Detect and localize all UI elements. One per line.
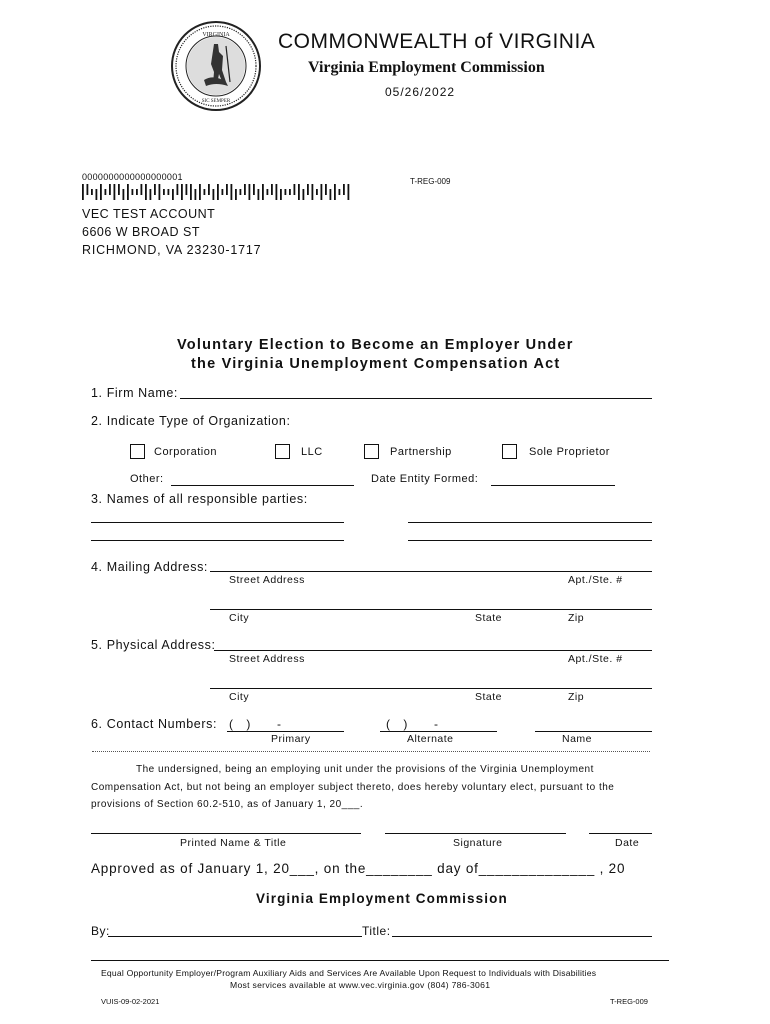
statement-line2: Compensation Act, but not being an employer subject thereto, does hereby voluntary elect, pursuant to the <box>91 782 615 793</box>
date-formed-field[interactable] <box>491 485 615 486</box>
mailing-apt-label: Apt./Ste. # <box>568 574 623 586</box>
by-label: By: <box>91 924 110 938</box>
party-field-4[interactable] <box>408 540 652 541</box>
checkbox-sole-proprietor[interactable] <box>502 444 517 459</box>
commission-heading: Virginia Employment Commission <box>256 891 508 906</box>
svg-text:SIC SEMPER: SIC SEMPER <box>201 99 231 104</box>
title-label: Title: <box>362 924 391 938</box>
other-field[interactable] <box>171 485 354 486</box>
form-id-top: T-REG-009 <box>410 177 451 186</box>
party-field-2[interactable] <box>408 522 652 523</box>
physical-zip-label: Zip <box>568 691 585 703</box>
primary-phone-mask: ( ) - <box>229 717 281 731</box>
by-field[interactable] <box>108 936 362 937</box>
parties-label: 3. Names of all responsible parties: <box>91 492 308 506</box>
form-code: VUIS-09-02-2021 <box>101 997 160 1006</box>
mailing-state-label: State <box>475 612 503 624</box>
contact-name-field[interactable] <box>535 731 652 732</box>
signature-field[interactable] <box>385 833 566 834</box>
form-title-line1: Voluntary Election to Become an Employer Under <box>177 337 574 353</box>
checkbox-partnership[interactable] <box>364 444 379 459</box>
agency-name: Virginia Employment Commission <box>308 59 545 76</box>
primary-phone-field[interactable] <box>227 731 344 732</box>
other-label: Other: <box>130 473 164 485</box>
statement-line1: The undersigned, being an employing unit under the provisions of the Virginia Unemployment <box>136 764 594 775</box>
mailing-street-label: Street Address <box>229 574 305 586</box>
dotted-separator <box>92 751 650 752</box>
form-title-line2: the Virginia Unemployment Compensation Act <box>191 356 561 372</box>
mailing-address-label: 4. Mailing Address: <box>91 560 209 574</box>
physical-city-field[interactable] <box>210 688 652 689</box>
physical-city-label: City <box>229 691 250 703</box>
title-field[interactable] <box>392 936 652 937</box>
option-llc-label: LLC <box>301 446 323 458</box>
checkbox-llc[interactable] <box>275 444 290 459</box>
mailing-city-field[interactable] <box>210 609 652 610</box>
alternate-phone-field[interactable] <box>380 731 497 732</box>
mailing-zip-label: Zip <box>568 612 585 624</box>
option-sole-proprietor-label: Sole Proprietor <box>529 446 610 458</box>
printed-name-field[interactable] <box>91 833 361 834</box>
postal-barcode <box>82 183 352 201</box>
account-name: VEC TEST ACCOUNT <box>82 207 216 221</box>
approved-line: Approved as of January 1, 20___, on the________ day of______________ , 20 <box>91 861 626 876</box>
physical-state-label: State <box>475 691 503 703</box>
name-label: Name <box>562 733 593 745</box>
physical-street-field[interactable] <box>214 650 652 651</box>
date-formed-label: Date Entity Formed: <box>371 473 479 485</box>
footer-divider <box>91 960 669 961</box>
account-number: 0000000000000000001 <box>82 172 183 182</box>
state-title: COMMONWEALTH of VIRGINIA <box>278 30 596 53</box>
firm-name-label: 1. Firm Name: <box>91 386 178 400</box>
contact-numbers-label: 6. Contact Numbers: <box>91 717 218 731</box>
date-label: Date <box>615 837 640 849</box>
eoe-statement: Equal Opportunity Employer/Program Auxiliary Aids and Services Are Available Upon Request to Individuals with Disabilities <box>101 968 597 978</box>
form-id-bottom: T-REG-009 <box>610 997 648 1006</box>
date-field[interactable] <box>589 833 652 834</box>
virginia-seal-logo <box>170 20 262 112</box>
option-corporation-label: Corporation <box>154 446 217 458</box>
website-contact: Most services available at www.vec.virginia.gov (804) 786-3061 <box>230 980 491 990</box>
svg-text:VIRGINIA: VIRGINIA <box>202 32 230 38</box>
firm-name-field[interactable] <box>180 398 652 399</box>
mailing-city-label: City <box>229 612 250 624</box>
alternate-label: Alternate <box>407 733 454 745</box>
account-city-state-zip: RICHMOND, VA 23230-1717 <box>82 243 262 257</box>
mailing-street-field[interactable] <box>210 571 652 572</box>
account-street: 6606 W BROAD ST <box>82 225 200 239</box>
option-partnership-label: Partnership <box>390 446 452 458</box>
physical-address-label: 5. Physical Address: <box>91 638 216 652</box>
checkbox-corporation[interactable] <box>130 444 145 459</box>
org-type-label: 2. Indicate Type of Organization: <box>91 414 291 428</box>
physical-apt-label: Apt./Ste. # <box>568 653 623 665</box>
physical-street-label: Street Address <box>229 653 305 665</box>
statement-line3: provisions of Section 60.2-510, as of January 1, 20___. <box>91 799 364 810</box>
printed-name-label: Printed Name & Title <box>180 837 287 849</box>
party-field-1[interactable] <box>91 522 344 523</box>
party-field-3[interactable] <box>91 540 344 541</box>
primary-label: Primary <box>271 733 311 745</box>
alternate-phone-mask: ( ) - <box>386 717 438 731</box>
document-date: 05/26/2022 <box>385 85 456 99</box>
signature-label: Signature <box>453 837 503 849</box>
